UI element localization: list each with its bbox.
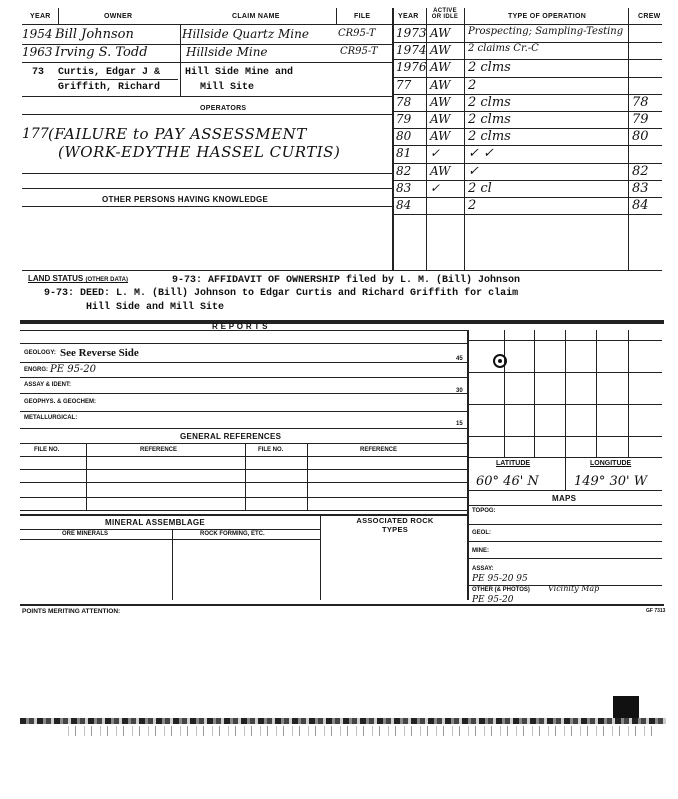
divider (467, 330, 469, 600)
divider (20, 456, 468, 457)
divider (20, 482, 468, 483)
operators-year: 177 (22, 126, 49, 142)
activity-row-year: 80 (396, 129, 412, 144)
claim-row-file: CR95-T (338, 28, 376, 39)
activity-row-type: 2 (468, 77, 477, 93)
activity-row-year: 77 (396, 77, 412, 92)
typed-claim-line1: Hill Side Mine and (185, 67, 294, 78)
latitude-label: LATITUDE (496, 460, 531, 467)
ref-col-file-no: FILE NO. (34, 447, 60, 453)
divider (180, 24, 181, 96)
land-status-line2: 9-73: DEED: L. M. (Bill) Johnson to Edgar Curtis and Richard Griffith for claim (44, 288, 519, 299)
divider (394, 24, 662, 25)
divider (392, 8, 394, 270)
activity-row-year: 82 (396, 163, 412, 178)
land-status-label (28, 274, 128, 283)
divider (22, 270, 662, 271)
ref-col-file-no-2: FILE NO. (258, 447, 284, 453)
land-status-line1: 9-73: AFFIDAVIT OF OWNERSHIP filed by L. M. (Bill) Johnson (172, 275, 521, 286)
ref-col-reference-2: REFERENCE (360, 447, 398, 453)
divider (20, 510, 468, 511)
engrg-label: ENGRG: (24, 367, 48, 373)
divider (20, 393, 468, 394)
land-status-line3: Hill Side and Mill Site (86, 302, 225, 313)
activity-row-year: 1976 (396, 60, 427, 75)
divider (22, 188, 392, 189)
divider (320, 514, 321, 600)
claim-row-owner: Bill Johnson (55, 27, 134, 42)
mineral-assemblage-header: MINERAL ASSEMBLAGE (105, 518, 206, 527)
activity-row-status: AW (430, 129, 451, 144)
claim-row-year: 1954 (22, 27, 53, 41)
col-header-owner: OWNER (104, 13, 133, 20)
activity-row-status: ✓ (430, 146, 441, 161)
divider (20, 443, 468, 444)
divider (307, 443, 308, 510)
longitude-label: LONGITUDE (590, 460, 632, 467)
maps-mine-label: MINE: (472, 548, 489, 554)
divider (20, 497, 468, 498)
col-header-claim-name: CLAIM NAME (232, 13, 280, 20)
activity-row-status: ✓ (430, 180, 441, 195)
divider (596, 330, 597, 457)
divider (20, 411, 468, 412)
associated-rock-types-header: ASSOCIATED ROCK TYPES (356, 516, 434, 534)
activity-row-type: 2 clms (468, 60, 511, 76)
longitude-value: 149° 30' W (574, 474, 648, 489)
divider (22, 206, 392, 207)
activity-row-status: AW (430, 94, 451, 109)
divider (394, 197, 662, 198)
divider (467, 524, 662, 525)
divider (20, 428, 468, 429)
activity-row-year: 84 (396, 198, 412, 212)
divider (20, 539, 320, 540)
geophys-label: GEOPHYS. & GEOCHEM: (24, 399, 97, 405)
maps-other-label: OTHER (& PHOTOS) (472, 587, 530, 593)
maps-topog-label: TOPOG: (472, 508, 496, 514)
divider (20, 377, 468, 378)
general-references-header: GENERAL REFERENCES (180, 432, 282, 441)
divider (394, 214, 662, 215)
geology-value: See Reverse Side (60, 347, 139, 359)
activity-row-type: 2 clms (468, 112, 511, 127)
activity-row-year: 78 (396, 94, 412, 109)
divider (628, 8, 629, 270)
activity-row-crew: 80 (632, 129, 649, 145)
typed-owner-line1: Curtis, Edgar J & (58, 67, 161, 78)
assay-label: ASSAY & IDENT: (24, 382, 72, 388)
maps-other-value: Vicinity Map (548, 584, 600, 593)
divider (467, 404, 662, 405)
activity-row-status: AW (430, 163, 451, 178)
claim-row-file: CR95-T (340, 46, 378, 57)
margin-mark: 30 (456, 388, 463, 394)
land-status-label-text: LAND STATUS (28, 274, 84, 283)
divider (565, 330, 566, 457)
operators-note-line2: (WORK-EDYTHE HASSEL CURTIS) (58, 143, 341, 161)
activity-row-type: 2 clms (468, 94, 511, 110)
typed-year: 73 (32, 67, 45, 78)
other-persons-header: OTHER PERSONS HAVING KNOWLEDGE (102, 195, 269, 204)
activity-row-crew: 83 (632, 180, 649, 196)
divider (467, 505, 662, 506)
operators-note-line1: (FAILURE to PAY ASSESSMENT (48, 125, 307, 143)
scan-bar (20, 718, 666, 724)
scan-mark (613, 696, 639, 720)
activity-row-crew: 78 (632, 94, 649, 110)
divider (22, 96, 392, 97)
divider (467, 541, 662, 542)
divider (22, 62, 392, 63)
activity-row-type: 2 (468, 198, 477, 213)
land-status-label-sub: (OTHER DATA) (85, 277, 128, 283)
activity-row-status: AW (430, 77, 451, 92)
divider (628, 330, 629, 457)
claim-row-claim: Hillside Quartz Mine (182, 27, 309, 41)
ore-minerals-header: ORE MINERALS (62, 531, 109, 537)
divider (464, 8, 465, 270)
scan-noise (60, 726, 660, 736)
activity-row-status: AW (430, 26, 451, 40)
divider (467, 372, 662, 373)
reports-header: R E P O R T S (212, 322, 268, 331)
activity-row-year: 81 (396, 146, 412, 161)
activity-row-type: 2 clms (468, 129, 511, 145)
divider (22, 114, 392, 115)
maps-assay-value: PE 95-20 95 (472, 574, 528, 584)
activity-row-type: Prospecting; Sampling-Testing (468, 26, 624, 37)
latitude-value: 60° 46' N (476, 474, 539, 489)
divider (22, 173, 392, 174)
activity-row-type: 2 claims Cr.-C (468, 43, 539, 55)
divider (565, 457, 566, 490)
divider (467, 490, 662, 491)
col-header-year: YEAR (30, 13, 51, 20)
activity-row-crew: 84 (632, 198, 649, 213)
activity-row-status: AW (430, 60, 451, 75)
claim-row-year: 1963 (22, 45, 53, 59)
col-header-activity-year: YEAR (398, 13, 419, 20)
col-header-type-of-operation: TYPE OF OPERATION (508, 13, 587, 20)
divider (20, 604, 664, 606)
divider (467, 558, 662, 559)
col-header-file: FILE (354, 13, 371, 20)
activity-row-crew: 82 (632, 163, 649, 179)
divider (58, 79, 178, 80)
margin-mark: 15 (456, 421, 463, 427)
divider (245, 443, 246, 510)
activity-row-type: ✓ ✓ (468, 146, 494, 162)
typed-claim-line2: Mill Site (200, 82, 255, 93)
rock-forming-header: ROCK FORMING, ETC. (200, 531, 265, 537)
points-meriting-attention-label: POINTS MERITING ATTENTION: (22, 608, 121, 615)
activity-row-year: 79 (396, 112, 412, 126)
divider (20, 469, 468, 470)
activity-row-year: 83 (396, 180, 412, 195)
activity-row-year: 1974 (396, 43, 427, 58)
engrg-value: PE 95-20 (50, 364, 97, 375)
divider (534, 330, 535, 457)
claim-row-claim: Hillside Mine (186, 45, 268, 59)
activity-row-crew: 79 (632, 112, 649, 127)
divider (336, 8, 337, 24)
activity-row-status: AW (430, 112, 451, 126)
activity-row-type: ✓ (468, 163, 479, 179)
operators-header: OPERATORS (200, 105, 247, 112)
divider (86, 443, 87, 510)
metallurgical-label: METALLURGICAL: (24, 415, 78, 421)
divider (467, 436, 662, 437)
margin-mark: 45 (456, 356, 463, 362)
divider (20, 320, 664, 324)
ref-col-reference: REFERENCE (140, 447, 178, 453)
divider (22, 24, 392, 25)
divider (20, 343, 468, 344)
divider (58, 8, 59, 24)
claim-row-owner: Irving S. Todd (55, 45, 148, 60)
activity-row-type: 2 cl (468, 180, 492, 196)
geology-label: GEOLOGY: (24, 350, 56, 356)
form-number: GF 7313 (646, 608, 666, 614)
activity-row-status: AW (430, 43, 451, 58)
col-header-crew: CREW (638, 13, 661, 20)
divider (504, 330, 505, 457)
divider (20, 362, 468, 363)
activity-row-year: 1973 (396, 26, 427, 40)
maps-other-value-2: PE 95-20 (472, 595, 514, 605)
maps-header: MAPS (552, 494, 577, 503)
location-marker-icon (492, 353, 508, 369)
maps-geol-label: GEOL: (472, 530, 491, 536)
maps-assay-label: ASSAY: (472, 566, 494, 572)
typed-owner-line2: Griffith, Richard (58, 82, 161, 93)
divider (20, 529, 320, 530)
col-header-active-idle: ACTIVE OR IDLE (431, 8, 459, 20)
